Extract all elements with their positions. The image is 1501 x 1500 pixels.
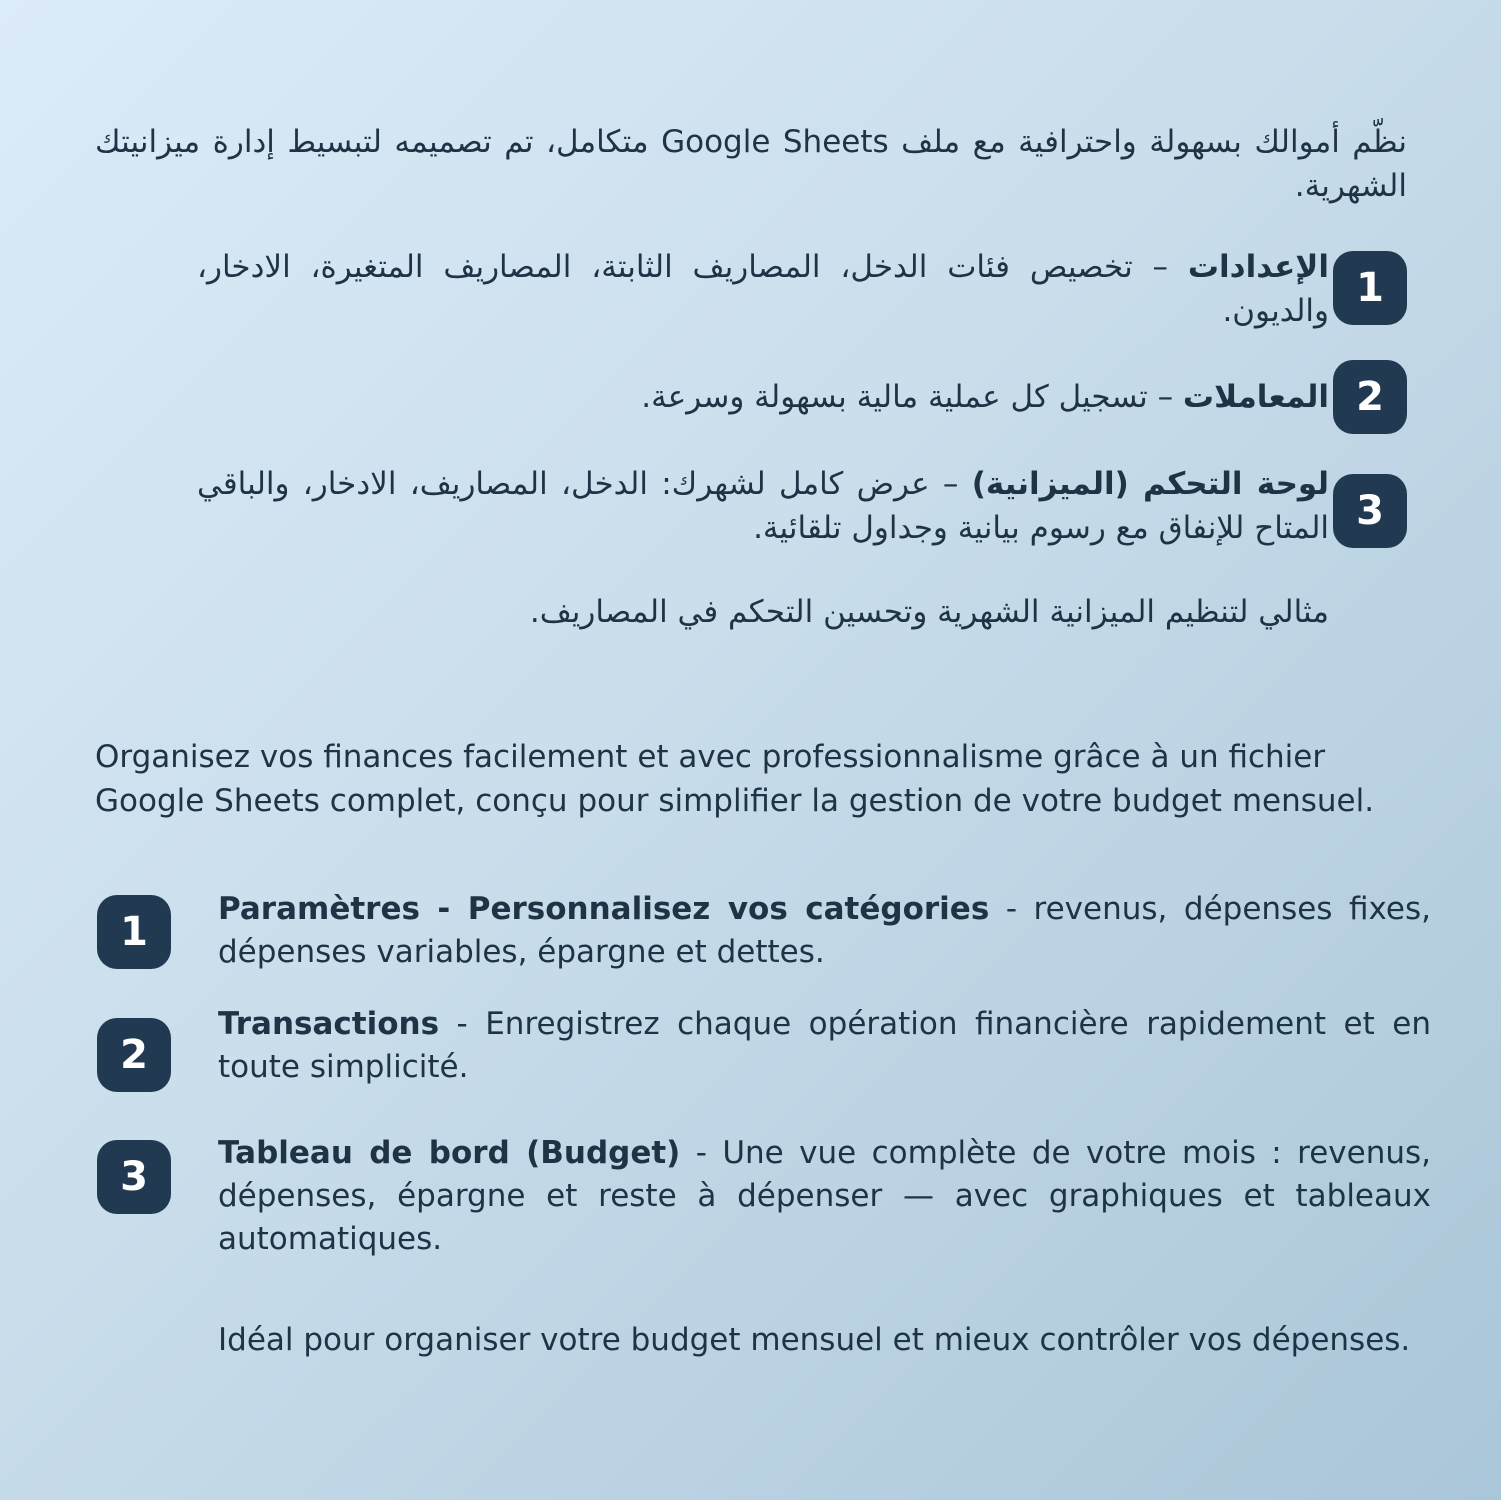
arabic-item-description: – عرض كامل لشهرك: الدخل، المصاريف، الادخار، والباقي المتاح للإنفاق مع رسوم بيانية وجداول تلقائية.	[197, 466, 1329, 546]
number-badge: 3	[97, 1140, 171, 1214]
french-item-title: Tableau de bord (Budget)	[218, 1135, 681, 1171]
arabic-item-text	[197, 375, 1329, 419]
french-item-description: - Enregistrez chaque opération financière rapidement et en toute simplicité.	[218, 1006, 1431, 1085]
arabic-item-description: – تسجيل كل عملية مالية بسهولة وسرعة.	[641, 379, 1183, 415]
french-item-text	[218, 1003, 1431, 1089]
french-item-text	[218, 1132, 1431, 1261]
arabic-item-text	[197, 462, 1329, 550]
french-section	[95, 735, 1431, 1358]
arabic-note: مثالي لتنظيم الميزانية الشهرية وتحسين التحكم في المصاريف.	[529, 594, 1329, 630]
number-badge: 3	[1333, 474, 1407, 548]
arabic-item-title: لوحة التحكم (الميزانية)	[971, 466, 1329, 502]
french-item-description: - Une vue complète de votre mois : revenus, dépenses, épargne et reste à dépenser — avec graphiques et tableaux automatiques.	[218, 1135, 1431, 1257]
french-item-description: - revenus, dépenses fixes, dépenses variables, épargne et dettes.	[218, 891, 1431, 970]
arabic-item-title: المعاملات	[1182, 379, 1329, 415]
arabic-item-text	[197, 245, 1329, 333]
number-badge: 1	[1333, 251, 1407, 325]
arabic-intro: نظّم أموالك بسهولة واحترافية مع ملف Google Sheets متكامل، تم تصميمه لتبسيط إدارة ميزانيتك الشهرية.	[95, 124, 1407, 204]
arabic-section	[95, 120, 1407, 630]
french-item-text	[218, 888, 1431, 974]
arabic-item-description: – تخصيص فئات الدخل، المصاريف الثابتة، المصاريف المتغيرة، الادخار، والديون.	[197, 249, 1329, 329]
french-note: Idéal pour organiser votre budget mensuel et mieux contrôler vos dépenses.	[218, 1322, 1411, 1358]
number-badge: 2	[97, 1018, 171, 1092]
french-item-title: Paramètres - Personnalisez vos catégories	[218, 891, 990, 927]
number-badge: 1	[97, 895, 171, 969]
number-badge: 2	[1333, 360, 1407, 434]
french-item-title: Transactions	[218, 1006, 440, 1042]
french-intro: Organisez vos finances facilement et avec professionnalisme grâce à un fichier Google Sheets complet, conçu pour simplifier la gestion de votre budget mensuel.	[95, 739, 1375, 819]
arabic-item-title: الإعدادات	[1187, 249, 1329, 285]
